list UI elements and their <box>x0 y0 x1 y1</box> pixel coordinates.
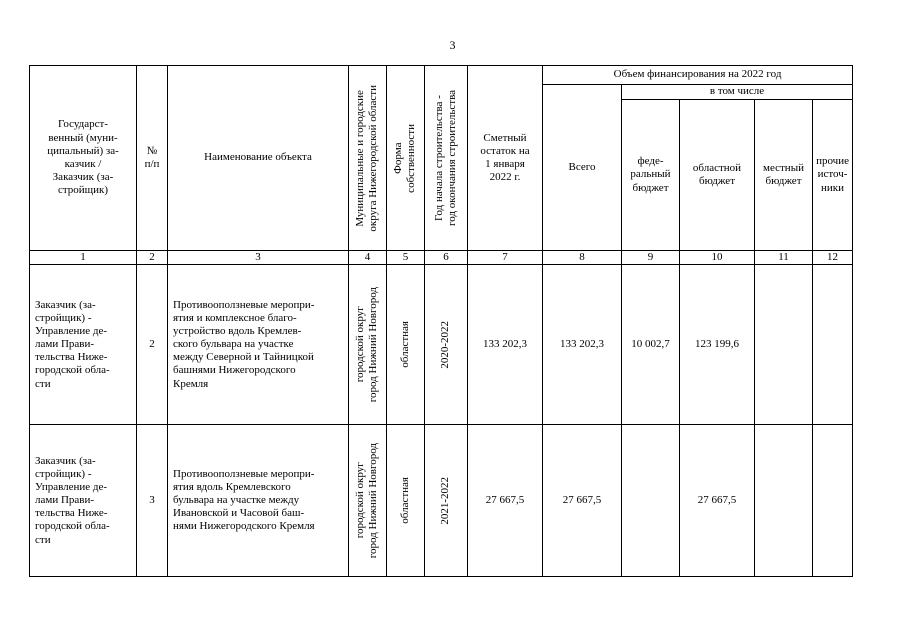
row-ownership: областная <box>398 321 411 369</box>
header-estimated-balance: Сметный остаток на 1 января 2022 г. <box>468 66 543 251</box>
header-municipality-cell <box>349 66 387 251</box>
header-ownership-cell <box>387 66 425 251</box>
row-federal: 10 002,7 <box>622 265 680 425</box>
row-num: 2 <box>137 265 168 425</box>
row-municipality-cell <box>349 265 387 425</box>
column-number: 6 <box>425 251 468 265</box>
row-total: 27 667,5 <box>543 425 622 577</box>
header-municipality: Муниципальные и городские округа Нижегородской области <box>354 84 380 232</box>
row-regional: 123 199,6 <box>680 265 755 425</box>
column-numbers-row <box>30 251 853 265</box>
table-row <box>30 425 853 577</box>
column-number: 4 <box>349 251 387 265</box>
row-municipality: городской округ город Нижний Новгород <box>354 287 380 403</box>
header-num: № п/п <box>137 66 168 251</box>
row-regional: 27 667,5 <box>680 425 755 577</box>
row-ownership-cell <box>387 265 425 425</box>
row-municipality-cell <box>349 425 387 577</box>
row-object-name: Противооползневые меропри- ятия вдоль Кремлевского бульвара на участке между Ивановской и Часовой баш- нями Нижегородского Кремля <box>168 425 349 577</box>
header-other: прочие источ- ники <box>813 100 853 251</box>
row-local <box>755 425 813 577</box>
row-customer: Заказчик (за- стройщик) - Управление де- лами Прави- тельства Ниже- городской обла- сти <box>30 425 137 577</box>
column-number: 8 <box>543 251 622 265</box>
column-number: 12 <box>813 251 853 265</box>
row-federal <box>622 425 680 577</box>
header-total: Всего <box>543 85 622 251</box>
header-local: местный бюджет <box>755 100 813 251</box>
header-including: в том числе <box>622 85 853 100</box>
row-years-cell <box>425 265 468 425</box>
column-number: 11 <box>755 251 813 265</box>
row-estimated-balance: 27 667,5 <box>468 425 543 577</box>
column-number: 2 <box>137 251 168 265</box>
row-object-name: Противооползневые меропри- ятия и комплексное благо- устройство вдоль Кремлев- ского бульвара на участке между Северной и Тайницкой башнями Нижегородского Кремля <box>168 265 349 425</box>
column-number: 1 <box>30 251 137 265</box>
column-number: 3 <box>168 251 349 265</box>
header-ownership: Форма собственности <box>392 123 418 193</box>
row-years-cell <box>425 425 468 577</box>
row-years: 2021-2022 <box>439 476 452 525</box>
column-number: 7 <box>468 251 543 265</box>
row-customer: Заказчик (за- стройщик) - Управление де- лами Прави- тельства Ниже- городской обла- сти <box>30 265 137 425</box>
row-years: 2020-2022 <box>439 320 452 369</box>
page-number: 3 <box>449 38 456 52</box>
row-total: 133 202,3 <box>543 265 622 425</box>
column-number: 5 <box>387 251 425 265</box>
header-regional: областной бюджет <box>680 100 755 251</box>
column-number: 10 <box>680 251 755 265</box>
row-other <box>813 425 853 577</box>
row-other <box>813 265 853 425</box>
table-row <box>30 265 853 425</box>
header-object-name: Наименование объекта <box>168 66 349 251</box>
header-years: Год начала строительства - год окончания строительства <box>432 90 458 226</box>
header-federal: феде- ральный бюджет <box>622 100 680 251</box>
header-years-cell <box>425 66 468 251</box>
column-number: 9 <box>622 251 680 265</box>
row-estimated-balance: 133 202,3 <box>468 265 543 425</box>
row-local <box>755 265 813 425</box>
header-customer: Государст- венный (муни- ципальный) за- казчик / Заказчик (за- стройщик) <box>30 66 137 251</box>
row-municipality: городской округ город Нижний Новгород <box>354 443 380 559</box>
financing-table <box>29 65 853 577</box>
row-num: 3 <box>137 425 168 577</box>
row-ownership-cell <box>387 425 425 577</box>
row-ownership: областная <box>398 477 411 525</box>
header-financing-title: Объем финансирования на 2022 год <box>543 66 853 85</box>
